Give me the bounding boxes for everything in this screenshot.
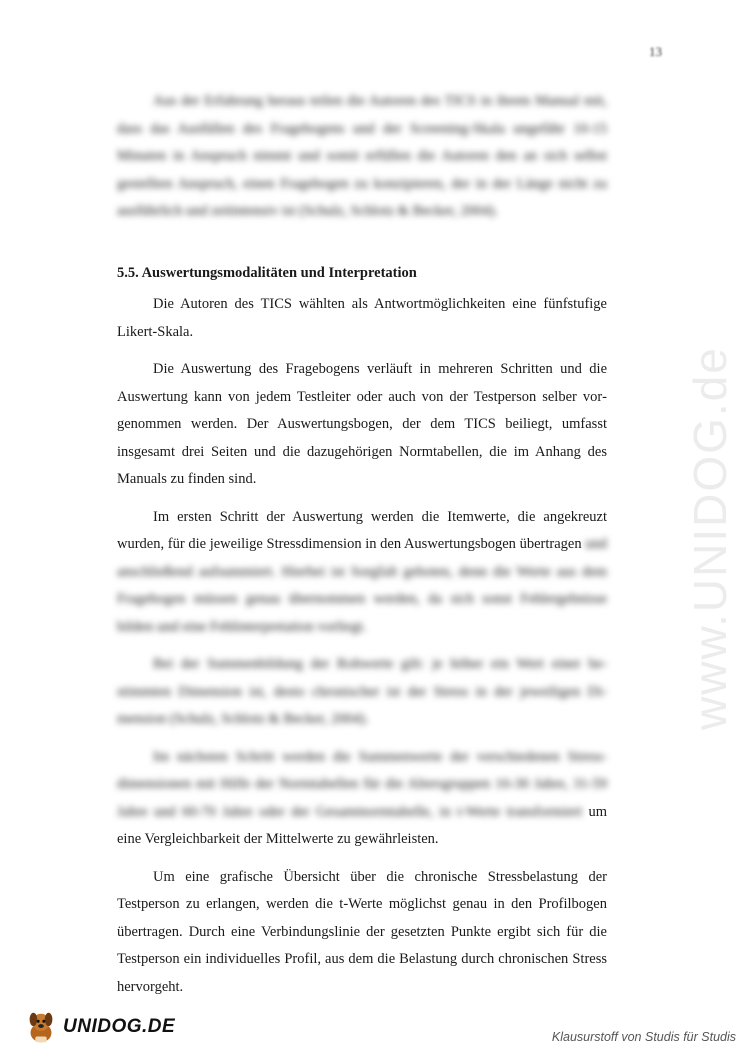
unidog-logo (22, 1008, 175, 1046)
logo-text: UNIDOG.DE (63, 1016, 176, 1037)
page-number: 13 (649, 44, 662, 59)
paragraph-first-step-clear: Im ersten Schritt der Auswertung werden die Itemwerte, die angekreuzt wurden, für die jeweilige Stressdimension in den Auswertungsbogen übertragen (117, 508, 607, 552)
paragraph-first-step-blurred: und anschließend aufsummiert. Hierbei ist Sorgfalt geboten, denn die Werte aus dem Fragebogen müssen genau übernommen werden, da sich sonst Fehlergebnisse bilden und eine Fehlinterpretation vorliegt. (117, 536, 607, 635)
paragraph-next-step-clear: um eine Vergleichbarkeit der Mittelwerte zu gewährleisten. (117, 803, 608, 847)
paragraph-next-step-blurred: Im nächsten Schritt werden die Summenwerte der verschiedenen Stressdimensionen mit Hilfe der Normtabellen für die Altersgruppen 16-30 Jahre, 31-59 Jahre und 60-70 Jahre oder der Gesamtnormtabelle, in t-Werte transformiert (117, 748, 607, 820)
paragraph-first-step (117, 504, 607, 642)
dog-mascot-icon (22, 1008, 60, 1046)
paragraph-profile: Um eine grafische Übersicht über die chronische Stressbelastung der Testperson zu erlangen, werden die t-Werte möglichst genau in den Profilbogen übertragen. Durch eine Verbindungslinie der gesetzten Punkte ergibt sich für die Testperson ein individuelles Profil, aus dem die Belastung durch chronischen Stress hervorgeht. (117, 868, 607, 995)
paragraph-likert: Die Autoren des TICS wählten als Antwortmöglichkeiten eine fünfstufige Likert-Skala. (117, 296, 607, 340)
paragraph-next-step (117, 744, 607, 854)
section-heading: 5.5. Auswertungsmodalitäten und Interpretation (117, 264, 417, 281)
paragraph-sum-rule: Bei der Summenbildung der Rohwerte gilt: je höher ein Wert einer bestimmten Dimension ist, desto chronischer ist der Stress in der jeweiligen Dimension (Schulz, Schlotz & Becker, 2004). (117, 656, 607, 727)
footer-tagline: Klausurstoff von Studis für Studis (551, 1030, 736, 1044)
page-body (117, 88, 607, 1011)
watermark-text: www.UNIDOG.de (684, 346, 736, 730)
blurred-intro-paragraph: Aus der Erfahrung heraus teilen die Autoren des TICS in ihrem Manual mit, dass das Ausfüllen des Fragebogens und der Screening-Skala ungefähr 10-15 Minuten in Anspruch nimmt und somit erfüllen die Autoren den an sich selbst gestellten Anspruch, einen Fragebogen zu konzipieren, der in der Länge nicht zu ausführlich und zeitintensiv ist (Schulz, Schlotz & Becker, 2004). (117, 93, 607, 219)
paragraph-evaluation: Die Auswertung des Fragebogens verläuft in mehreren Schritten und die Auswertung kann von jedem Testleiter oder auch von der Testperson selber vorgenommen werden. Der Auswertungsbogen, der dem TICS beiliegt, umfasst insgesamt drei Seiten und die dazugehörigen Normtabellen, die im Anhang des Manuals zu finden sind. (117, 361, 607, 487)
